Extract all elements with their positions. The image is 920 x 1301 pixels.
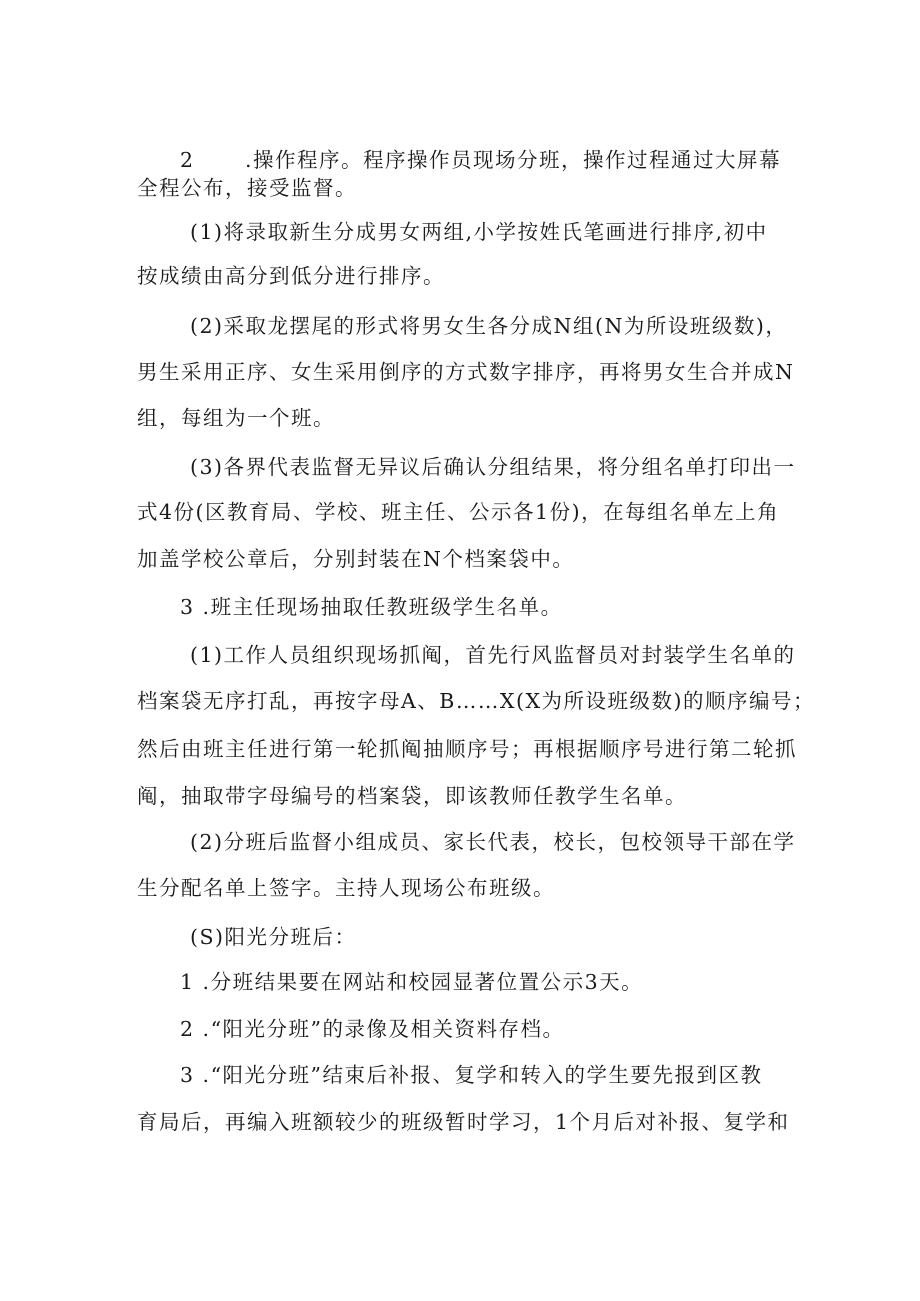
paragraph-text: 按成绩由高分到低分进行排序。 (137, 264, 445, 288)
paragraph-text: (1)工作人员组织现场抓阄，首先行风监督员对封装学生名单的 (190, 643, 796, 667)
paragraph-text: (2)采取龙摆尾的形式将男女生各分成N组(N为所设班级数)， (190, 314, 788, 338)
paragraph-text: 式4份(区教育局、学校、班主任、公示各1份)，在每组名单左上角 (137, 500, 780, 524)
paragraph-text: 3 .班主任现场抽取任教班级学生名单。 (180, 595, 563, 619)
section-heading: (S)阳光分班后： (190, 925, 357, 949)
paragraph-text: 档案袋无序打乱，再按字母A、B……X(X为所设班级数)的顺序编号； (137, 689, 816, 713)
paragraph-text: 全程公布，接受监督。 (137, 176, 357, 200)
paragraph-text: 男生采用正序、女生采用倒序的方式数字排序，再将男女生合并成N (137, 360, 795, 384)
paragraph-text: 2 .“阳光分班”的录像及相关资料存档。 (180, 1017, 565, 1041)
paragraph-text: (3)各界代表监督无异议后确认分组结果，将分组名单打印出一 (190, 455, 796, 479)
paragraph-text: 组，每组为一个班。 (137, 406, 335, 430)
paragraph-text: 3 .“阳光分班”结束后补报、复学和转入的学生要先报到区教 (180, 1063, 763, 1087)
paragraph-text: (1)将录取新生分成男女两组,小学按姓氏笔画进行排序,初中 (190, 220, 768, 244)
paragraph-text: 加盖学校公章后，分别封装在N个档案袋中。 (137, 547, 575, 571)
paragraph-text: .操作程序。程序操作员现场分班，操作过程通过大屏幕 (245, 148, 782, 172)
paragraph-text: 育局后，再编入班额较少的班级暂时学习，1个月后对补报、复学和 (137, 1110, 790, 1134)
list-number: 2 (180, 148, 195, 172)
paragraph-text: (2)分班后监督小组成员、家长代表，校长，包校领导干部在学 (190, 830, 796, 854)
paragraph-text: 然后由班主任进行第一轮抓阄抽顺序号；再根据顺序号进行第二轮抓 (137, 737, 797, 761)
paragraph-text: 1 .分班结果要在网站和校园显著位置公示3天。 (180, 970, 644, 994)
paragraph-text: 阄，抽取带字母编号的档案袋，即该教师任教学生名单。 (137, 784, 687, 808)
paragraph-text: 生分配名单上签字。主持人现场公布班级。 (137, 876, 555, 900)
